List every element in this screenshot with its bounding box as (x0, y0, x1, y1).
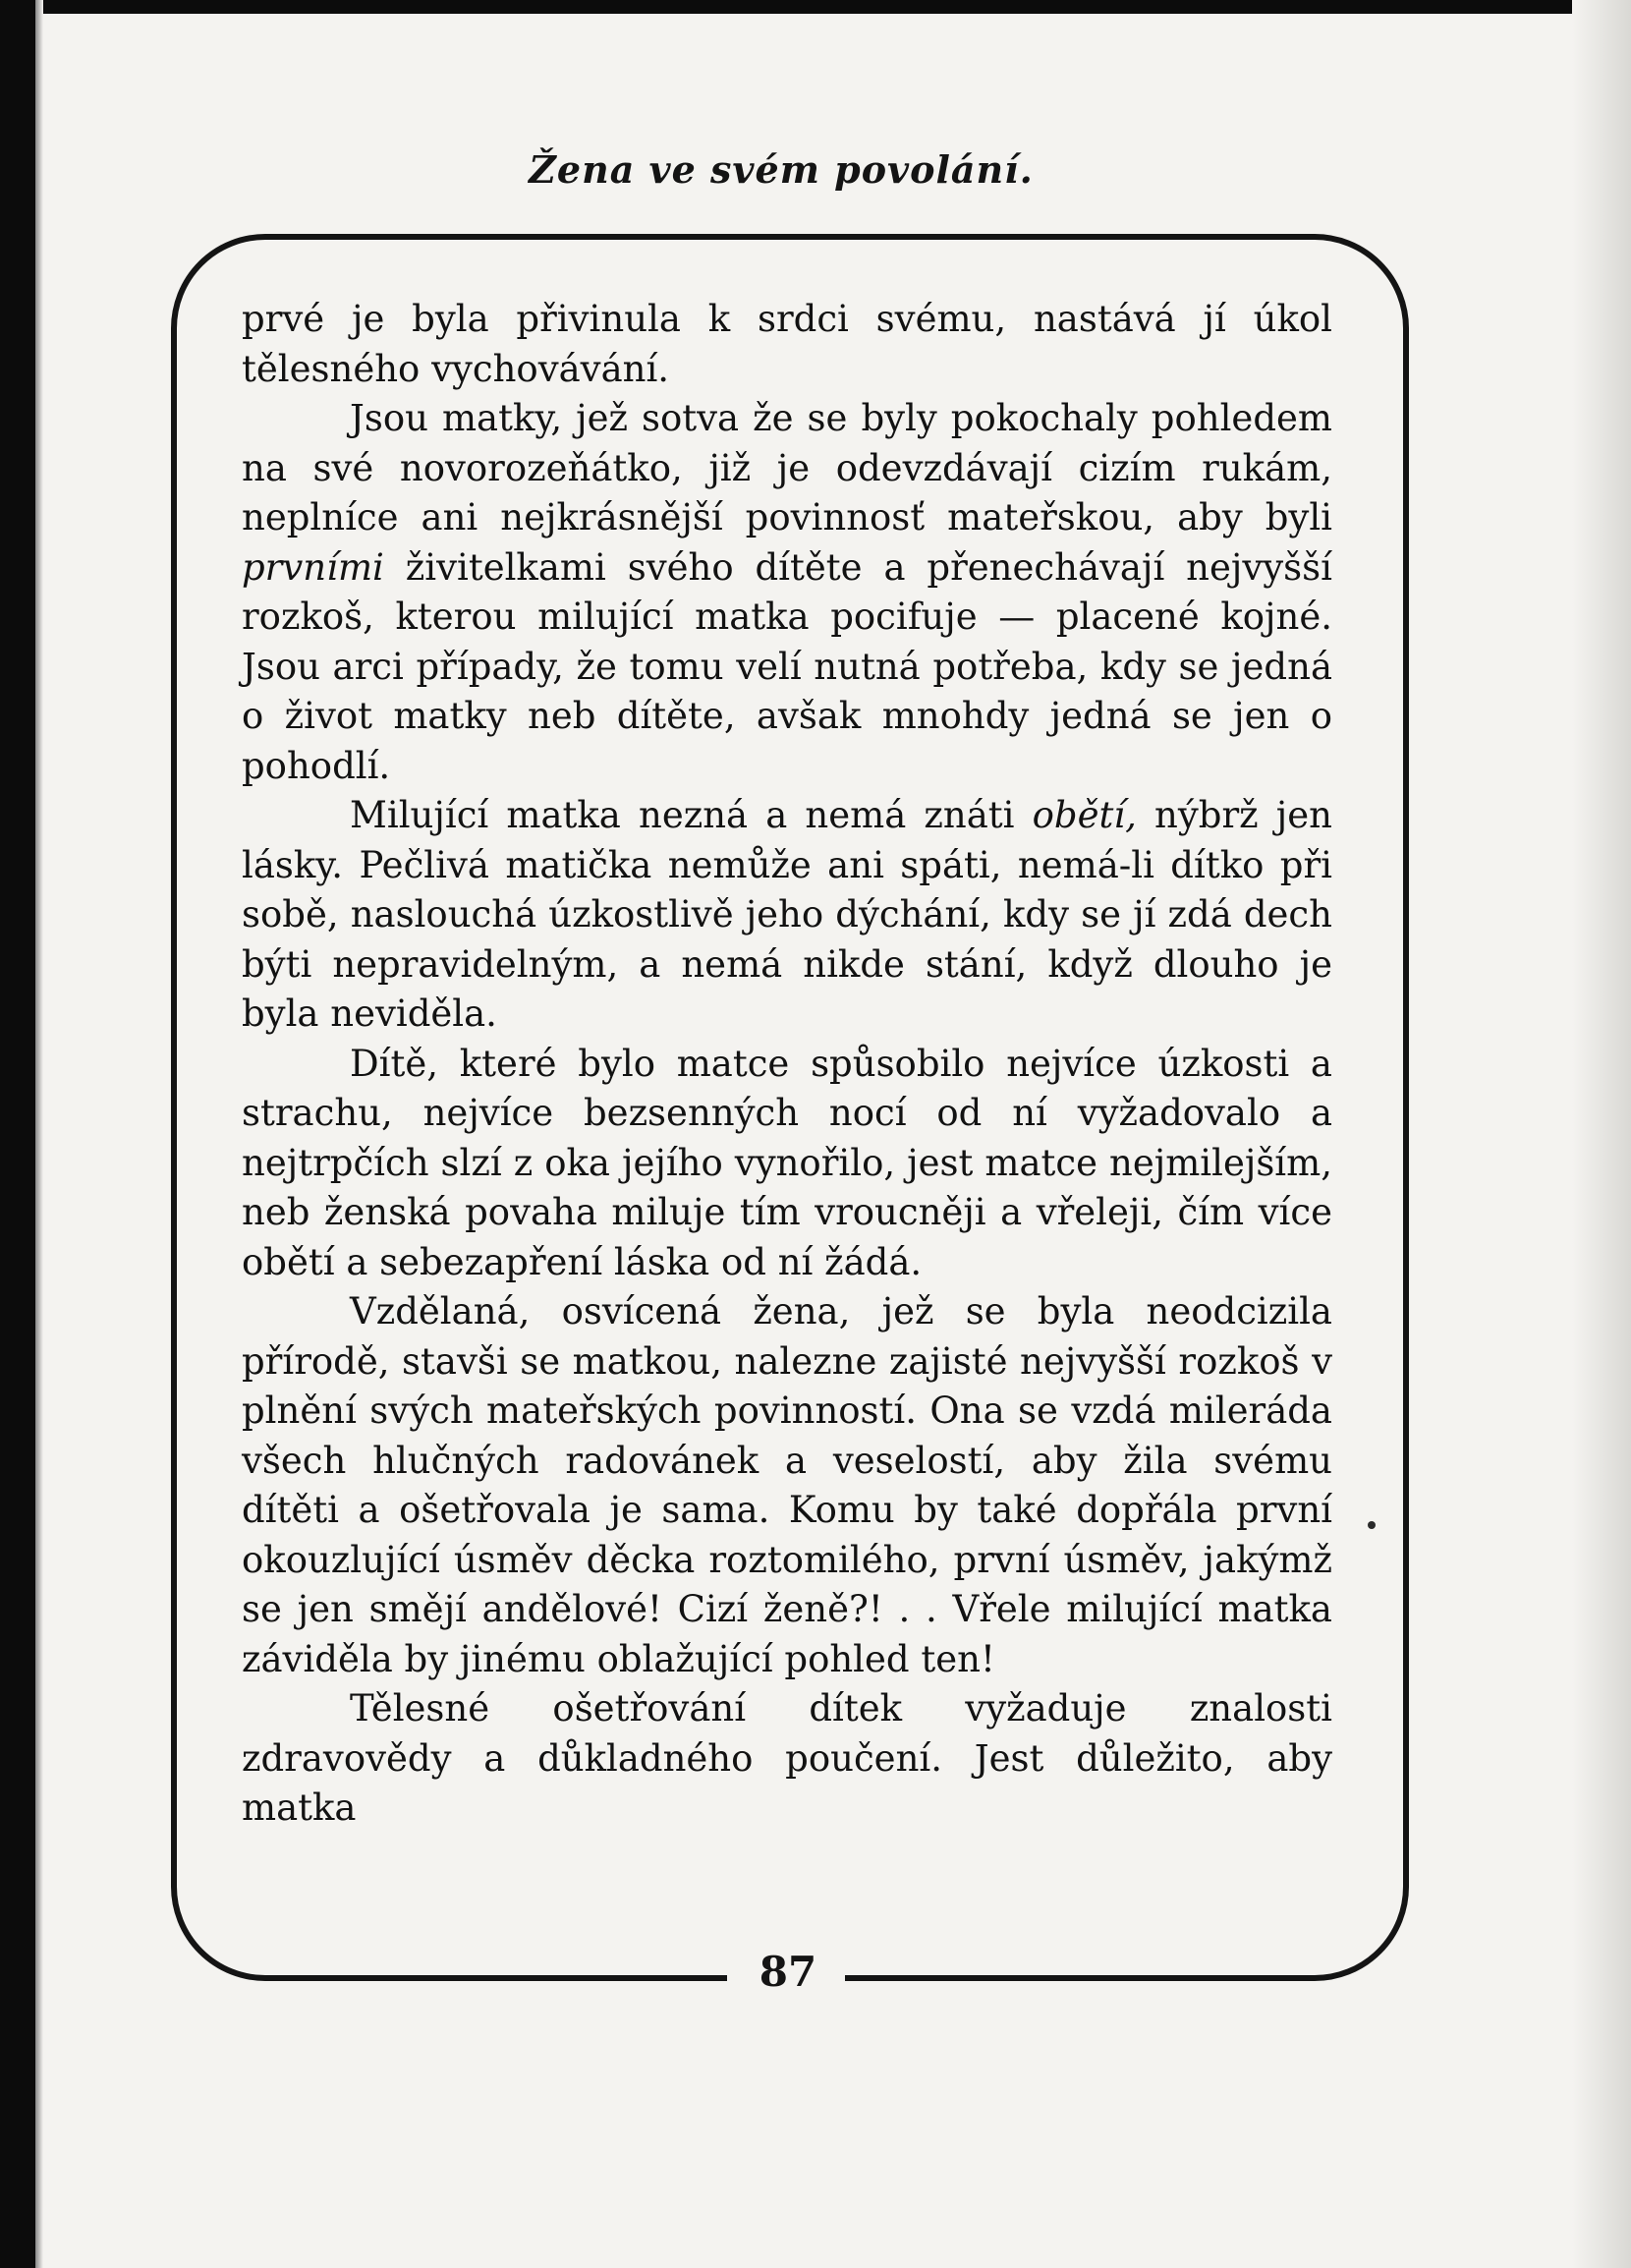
paragraph-6: Tělesné ošetřování dítek vyžaduje znalosti zdravovědy a důkladného poučení. Jest důležito, aby matka (242, 1687, 1332, 1829)
running-head: Žena ve svém povolání. (529, 147, 1034, 192)
paragraph-2-end: živitelkami svého dítěte a přenechávají nejvyšší rozkoš, kterou milující matka pocifuje — placené kojné. Jsou arci případy, že tomu velí nutná potřeba, kdy se jedná o život matky neb dítěte, avšak mnohdy jedná se jen o pohodlí. (242, 545, 1332, 787)
paragraph-3 (242, 791, 1332, 1040)
paragraph-5: Vzdělaná, osvícená žena, jež se byla neodcizila přírodě, stavši se matkou, nalezne zajisté nejvyšší rozkoš v plnění svých mateřských povinností. Ona se vzdá mileráda všech hlučných radovánek a veselostí, aby žila svému dítěti a ošetřovala je sama. Komu by také dopřála první okouzlující úsměv děcka roztomilého, první úsměv, jakýmž se jen smějí andělové! Cizí ženě?! . . Vřele milující matka záviděla by jinému oblažující pohled ten! (242, 1290, 1332, 1680)
print-speck (1368, 1521, 1376, 1529)
paragraph-3-emphasis: obětí, (1032, 794, 1137, 836)
page-number: 87 (759, 1948, 817, 1996)
paragraph-3-start: Milující matka nezná a nemá znáti (350, 794, 1033, 836)
paragraph-3-end: nýbrž jen lásky. Pečlivá matička nemůže ani spáti, nemá-li dítko při sobě, naslouchá úzkostlivě jeho dýchání, kdy se jí zdá dech býti nepravidelným, a nemá nikde stání, když dlouho je byla neviděla. (242, 794, 1332, 1035)
paragraph-2 (242, 394, 1332, 791)
scan-top-edge (0, 0, 1631, 14)
scan-right-shadow (1572, 0, 1631, 2268)
scan-left-edge (0, 0, 35, 2268)
paragraph-2-emphasis: prvními (242, 545, 384, 589)
paragraph-4: Dítě, které bylo matce spůsobilo nejvíce úzkosti a strachu, nejvíce bezsenných nocí od ní vyžadovalo a nejtrpčích slzí z oka jejího vynořilo, jest matce nejmilejším, neb ženská povaha miluje tím vroucněji a vřeleji, čím více obětí a sebezapření láska od ní žádá. (242, 1042, 1332, 1283)
paragraph-2-start: Jsou matky, jež sotva že se byly pokochaly pohledem na své novorozeňátko, již je odevzdávají cizím rukám, neplníce ani nejkrásnější povinnosť mateřskou, aby byli (242, 397, 1332, 539)
paragraph-1: prvé je byla přivinula k srdci svému, nastává jí úkol tělesného vychovávání. (242, 298, 1332, 390)
body-text (242, 295, 1332, 1834)
